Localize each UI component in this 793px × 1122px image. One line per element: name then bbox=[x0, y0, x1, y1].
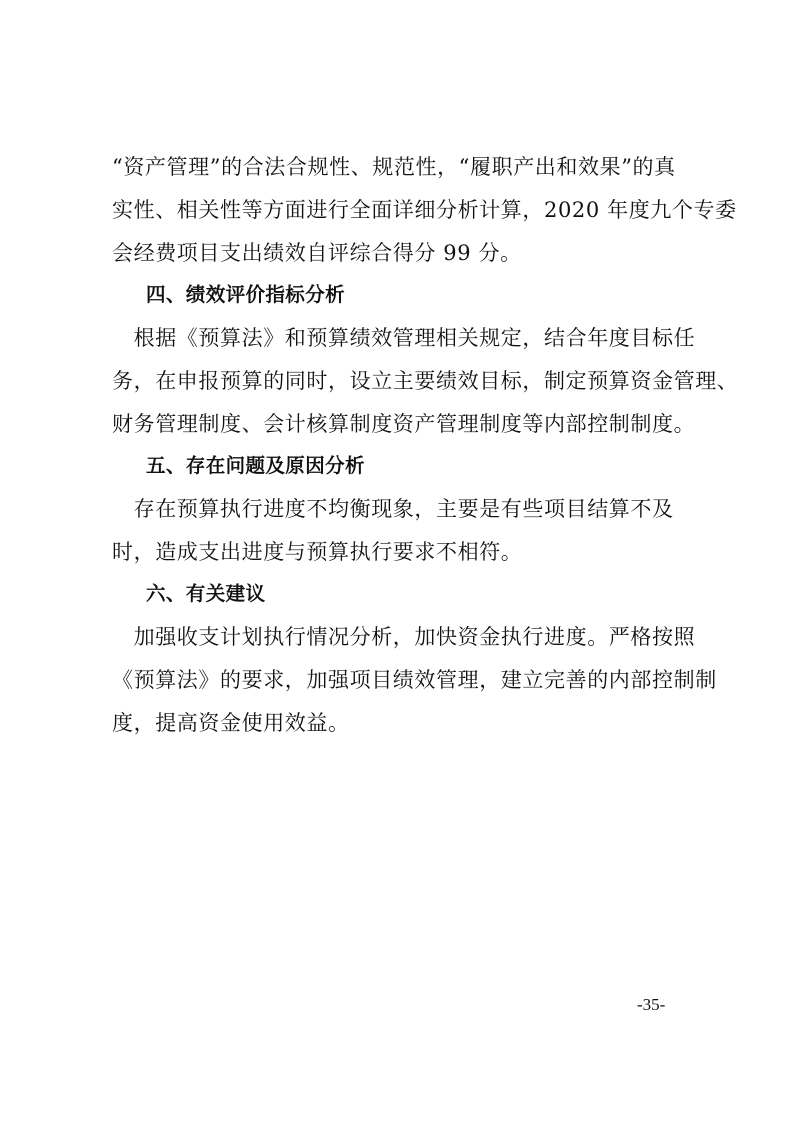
text-line: 实性、相关性等方面进行全面详细分析计算，2020 年度九个专委 bbox=[112, 198, 737, 222]
text-line: 会经费项目支出绩效自评综合得分 99 分。 bbox=[112, 241, 522, 265]
text-line: 《预算法》的要求，加强项目绩效管理，建立完善的内部控制制 bbox=[112, 668, 717, 692]
text-line: 加强收支计划执行情况分析，加快资金执行进度。严格按照 bbox=[112, 625, 696, 649]
text-line: 时，造成支出进度与预算执行要求不相符。 bbox=[112, 540, 523, 564]
text-line: “资产管理”的合法合规性、规范性，“履职产出和效果”的真 bbox=[112, 155, 676, 179]
text-line: 存在预算执行进度不均衡现象，主要是有些项目结算不及 bbox=[112, 497, 674, 521]
section-heading: 五、存在问题及原因分析 bbox=[146, 454, 365, 477]
section-heading: 六、有关建议 bbox=[146, 582, 266, 605]
text-line: 根据《预算法》和预算绩效管理相关规定，结合年度目标任 bbox=[112, 326, 696, 350]
text-line: 度，提高资金使用效益。 bbox=[112, 711, 350, 735]
section-heading: 四、绩效评价指标分析 bbox=[146, 283, 346, 306]
page-number: -35- bbox=[637, 995, 666, 1014]
text-line: 财务管理制度、会计核算制度资产管理制度等内部控制制度。 bbox=[112, 412, 696, 436]
text-line: 务，在申报预算的同时，设立主要绩效目标，制定预算资金管理、 bbox=[112, 369, 739, 393]
